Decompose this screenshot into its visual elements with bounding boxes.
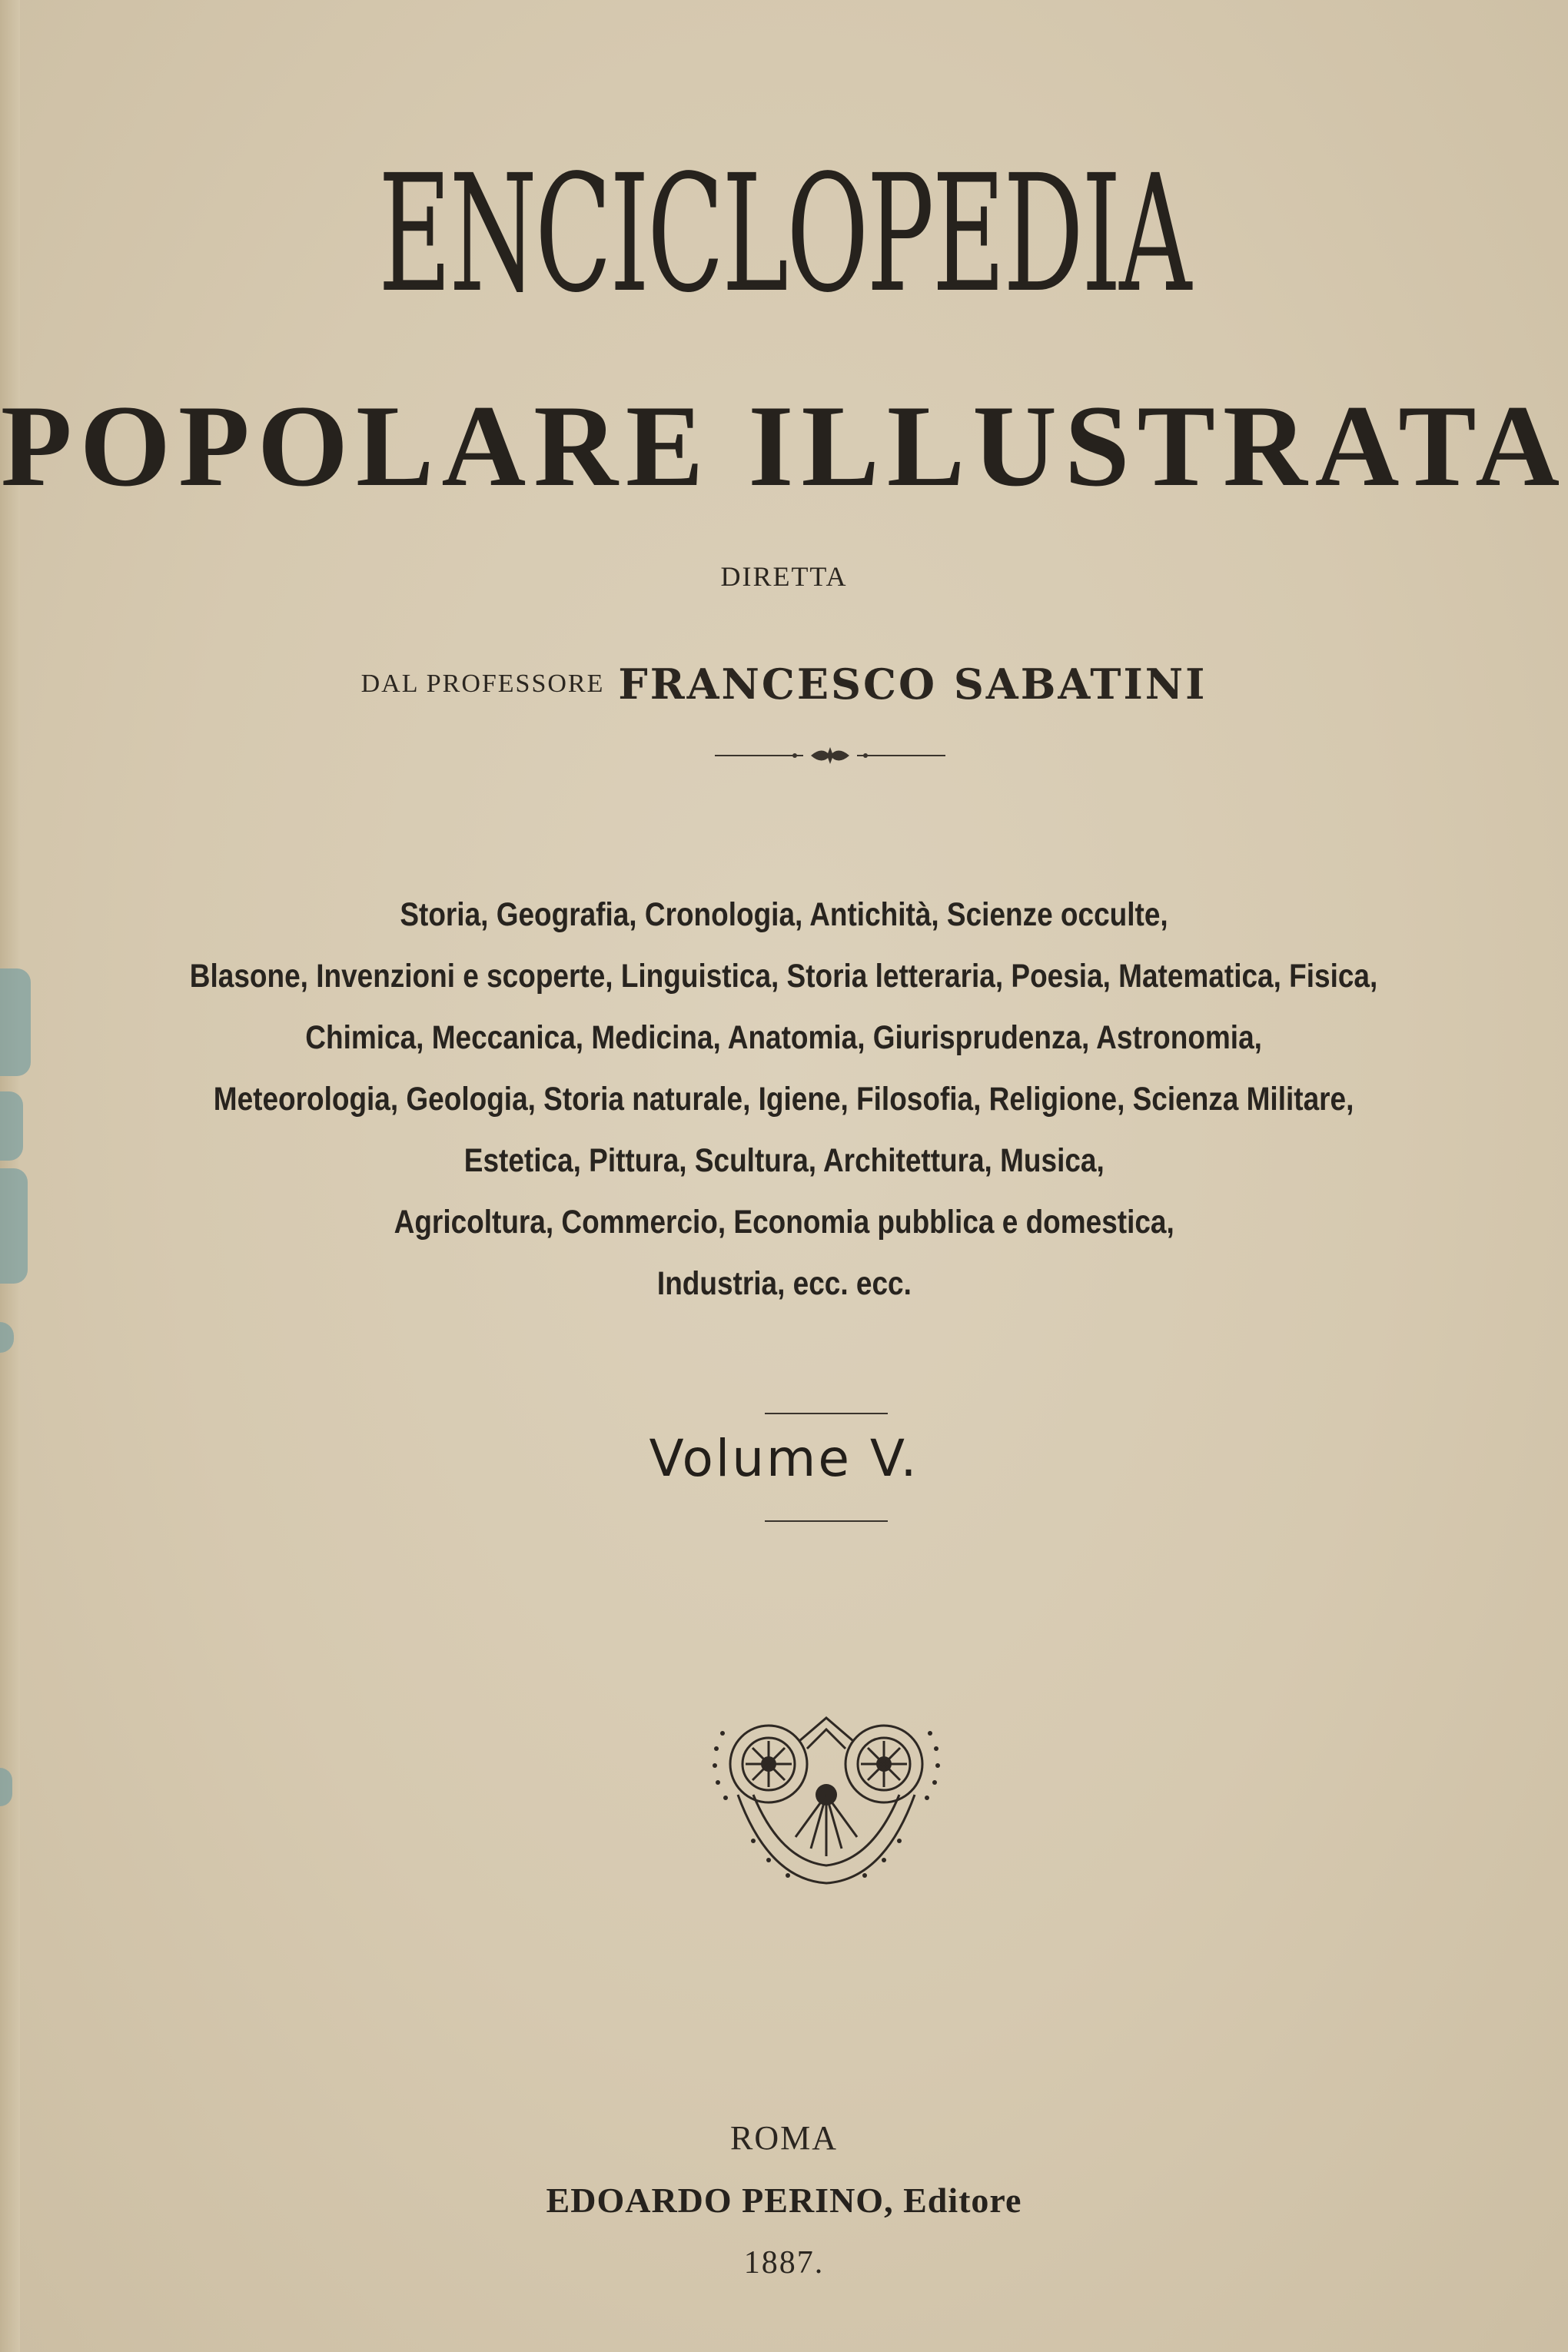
- topic-line: Agricoltura, Commercio, Economia pubblica e domestica,: [394, 1204, 1174, 1241]
- title-line-2: POPOLARE ILLUSTRATA: [0, 381, 1568, 510]
- topic-line: Meteorologia, Geologia, Storia naturale, Igiene, Filosofia, Religione, Scienza Militare,: [214, 1081, 1354, 1118]
- author-name: FRANCESCO SABATINI: [618, 659, 1208, 709]
- topics-list: [0, 884, 1568, 1314]
- topic-line: Storia, Geografia, Cronologia, Antichità, Scienze occulte,: [400, 896, 1168, 933]
- volume-label: Volume V.: [649, 1429, 919, 1488]
- topic-line: Estetica, Pittura, Scultura, Architettura, Musica,: [463, 1142, 1105, 1179]
- diretta-label: DIRETTA: [720, 561, 848, 592]
- volume-rule-bottom: [765, 1520, 888, 1522]
- topic-line: Industria, ecc. ecc.: [656, 1265, 912, 1302]
- author-line: [0, 659, 1568, 709]
- publisher-emblem-icon: [707, 1703, 945, 1899]
- imprint-city: ROMA: [729, 2119, 839, 2157]
- topic-line: Blasone, Invenzioni e scoperte, Linguistica, Storia letteraria, Poesia, Matematica, Fisica,: [190, 958, 1378, 995]
- topic-line: Chimica, Meccanica, Medicina, Anatomia, Giurisprudenza, Astronomia,: [305, 1019, 1263, 1056]
- imprint-year: 1887.: [743, 2245, 825, 2281]
- fleuron-divider-icon: [715, 744, 945, 771]
- volume-rule-top: [765, 1413, 888, 1414]
- imprint-publisher: EDOARDO PERINO, Editore: [546, 2181, 1022, 2220]
- dal-professore-label: DAL PROFESSORE: [360, 669, 605, 698]
- title-line-1: ENCICLOPEDIA: [378, 140, 1190, 328]
